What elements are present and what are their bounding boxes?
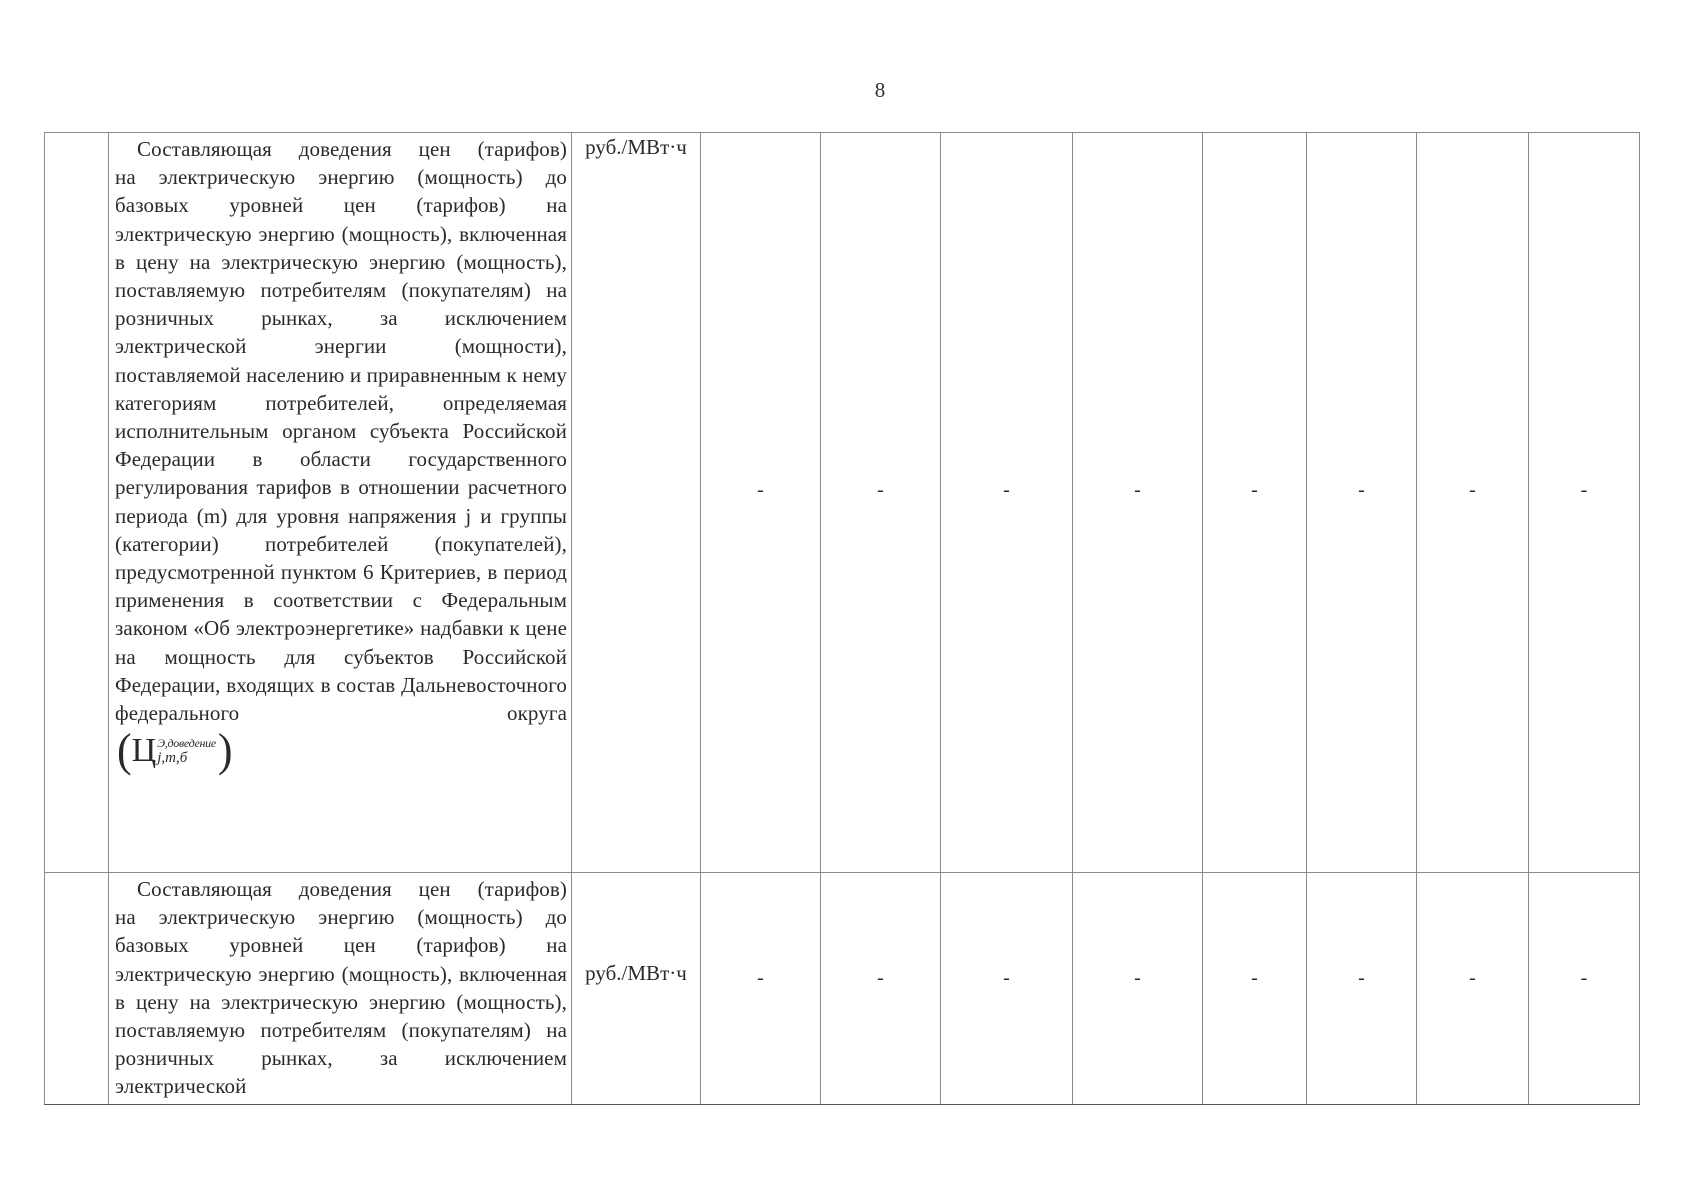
value-cell: - (821, 133, 941, 873)
value-cell: - (1417, 133, 1529, 873)
value-cell: - (701, 873, 821, 1105)
formula-open-paren: ( (117, 725, 132, 777)
description-lead: Составляющая доведения цен (тарифов) (137, 137, 567, 161)
formula-subscript: j,m,б (157, 750, 188, 767)
tariff-table (44, 132, 1640, 1105)
table-row (45, 873, 1640, 1105)
formula-base: Ц (131, 732, 157, 770)
value-cell: - (1073, 873, 1203, 1105)
table-row (45, 133, 1640, 873)
row-number-cell (45, 133, 109, 873)
row-description (109, 133, 571, 727)
value-cell: - (1203, 873, 1307, 1105)
value-cell: - (1307, 873, 1417, 1105)
description-cell (109, 873, 572, 1105)
value-cell: - (1417, 873, 1529, 1105)
unit-cell: руб./МВт·ч (572, 133, 701, 873)
value-cell: - (1073, 133, 1203, 873)
description-lead: Составляющая доведения цен (тарифов) (137, 877, 567, 901)
page-number: 8 (874, 78, 886, 102)
row-description (109, 873, 571, 1101)
description-body: на электрическую энергию (мощность) до базовых уровней цен (тарифов) на электрическую энергию (мощность), включенная в цену на электрическую энергию (мощность), поставляемую потребителям (покупателям) на розничных рынках, за исключением электрической энергии (мощности), поставляемой населению и приравненным к нему категориям потребителей, определяемая исполнительным органом субъекта Российской Федерации в области государственного регулирования тарифов в отношении расчетного периода (m) для уровня напряжения j и группы (категории) потребителей (покупателей), предусмотренной пунктом 6 Критериев, в период применения в соответствии с Федеральным законом «Об электроэнергетике» надбавки к цене на мощность для субъектов Российской Федерации, входящих в состав Дальневосточного федерального округа (115, 165, 567, 726)
row-number-cell (45, 873, 109, 1105)
formula-symbol (109, 725, 233, 777)
description-cell (109, 133, 572, 873)
value-cell: - (821, 873, 941, 1105)
value-cell: - (941, 873, 1073, 1105)
value-cell: - (1529, 873, 1640, 1105)
formula-superscript: Э,доведение (157, 736, 216, 751)
value-cell: - (1203, 133, 1307, 873)
value-cell: - (1307, 133, 1417, 873)
description-body: на электрическую энергию (мощность) до базовых уровней цен (тарифов) на электрическую энергию (мощность), включенная в цену на электрическую энергию (мощность), поставляемую потребителям (покупателям) на розничных рынках, за исключением электрической (115, 905, 567, 1099)
value-cell: - (941, 133, 1073, 873)
value-cell: - (1529, 133, 1640, 873)
formula-close-paren: ) (217, 725, 233, 777)
value-cell: - (701, 133, 821, 873)
unit-cell: руб./МВт·ч (572, 873, 701, 1105)
